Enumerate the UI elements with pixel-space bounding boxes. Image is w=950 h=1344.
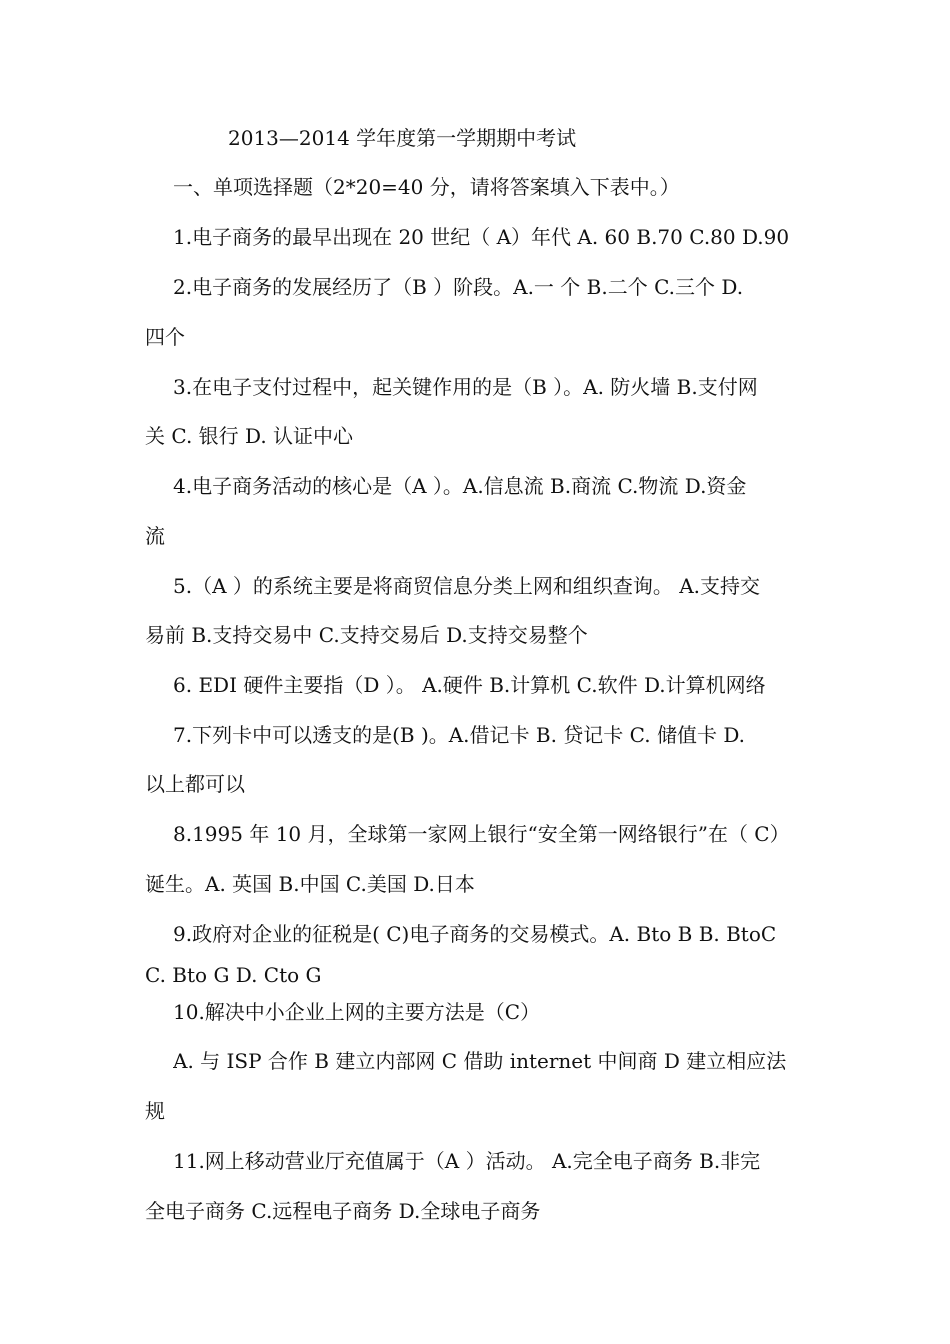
question-4: 4.电子商务活动的核心是（A ）。A.信息流 B.商流 C.物流 D.资金 xyxy=(173,474,747,498)
question-3: 3.在电子支付过程中，起关键作用的是（B ）。A. 防火墙 B.支付网 xyxy=(173,375,758,399)
question-2: 2.电子商务的发展经历了（B ）阶段。A.一 个 B.二个 C.三个 D. xyxy=(173,275,744,299)
question-6: 6. EDI 硬件主要指（D ）。 A.硬件 B.计算机 C.软件 D.计算机网络 xyxy=(173,673,766,697)
question-8-cont: 诞生。A. 英国 B.中国 C.美国 D.日本 xyxy=(145,872,475,896)
section-heading: 一、单项选择题（2*20=40 分，请将答案填入下表中。） xyxy=(173,175,680,199)
question-8: 8.1995 年 10 月，全球第一家网上银行“安全第一网络银行”在（ C） xyxy=(173,822,790,846)
question-9: 9.政府对企业的征税是( C)电子商务的交易模式。A. Bto B B. BtoC xyxy=(173,922,777,946)
question-3-cont: 关 C. 银行 D. 认证中心 xyxy=(145,424,354,448)
question-10-options: A. 与 ISP 合作 B 建立内部网 C 借助 internet 中间商 D 建立相应法 xyxy=(173,1049,787,1073)
exam-title: 2013—2014 学年度第一学期期中考试 xyxy=(228,126,577,150)
question-11-cont: 全电子商务 C.远程电子商务 D.全球电子商务 xyxy=(145,1199,541,1223)
question-10-cont: 规 xyxy=(145,1099,165,1123)
question-10: 10.解决中小企业上网的主要方法是（C） xyxy=(173,1000,541,1024)
question-9-cont: C. Bto G D. Cto G xyxy=(145,963,322,987)
question-7-cont: 以上都可以 xyxy=(145,772,245,796)
question-5: 5.（A ）的系统主要是将商贸信息分类上网和组织查询。 A.支持交 xyxy=(173,574,761,598)
question-1: 1.电子商务的最早出现在 20 世纪（ A）年代 A. 60 B.70 C.80 D.90 xyxy=(173,225,790,249)
question-4-cont: 流 xyxy=(145,524,165,548)
question-2-cont: 四个 xyxy=(145,325,185,349)
question-5-cont: 易前 B.支持交易中 C.支持交易后 D.支持交易整个 xyxy=(145,623,588,647)
question-11: 11.网上移动营业厅充值属于（A ）活动。 A.完全电子商务 B.非完 xyxy=(173,1149,761,1173)
question-7: 7.下列卡中可以透支的是(B )。A.借记卡 B. 贷记卡 C. 储值卡 D. xyxy=(173,723,746,747)
